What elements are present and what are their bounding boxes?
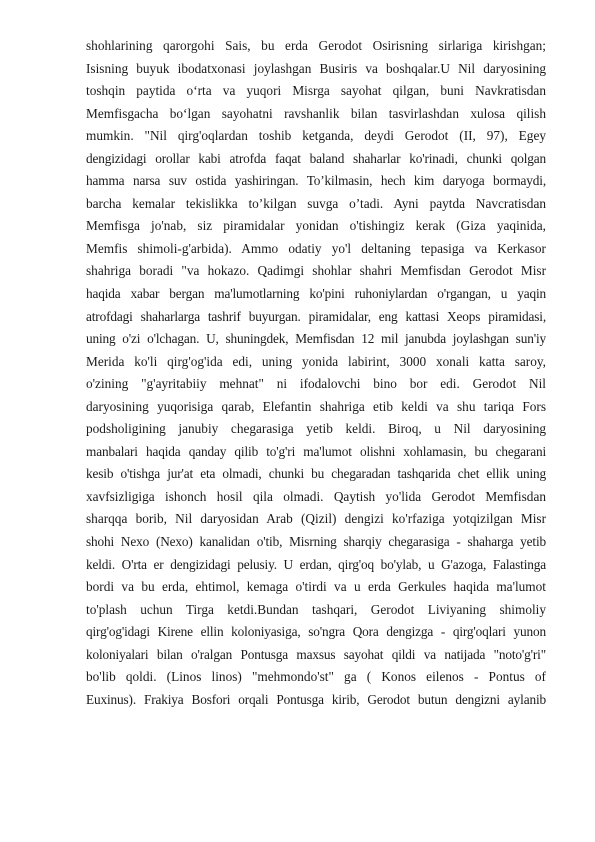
text-line: shohi Nexo (Nexo) kanalidan o'tib, Misrning sharqiy chegarasiga - shaharga yetib xyxy=(86,534,546,550)
text-line: koloniyalari bilan o'ralgan Pontusga maxsus sayohat qildi va natijada "noto'g'ri" xyxy=(86,646,546,662)
text-line: to'plash uchun Tirga ketdi.Bundan tashqari, Gerodot Liviyaning shimoliy xyxy=(86,601,546,617)
text-line: podsholigining janubiy chegarasiga yetib keldi. Biroq, u Nil daryosining xyxy=(86,421,546,437)
text-line: uning o'zi o'lchagan. U, shuningdek, Memfisdan 12 mil janubda joylashgan sun'iy xyxy=(86,331,546,347)
text-line: toshqin paytida o‘rta va yuqori Misrga sayohat qilgan, buni Navkratisdan xyxy=(86,83,546,99)
text-line: bo'lib qoldi. (Linos linos) "mehmondo'st" ga ( Konos eilenos - Pontus of xyxy=(86,669,546,685)
text-line: Merida ko'li qirg'og'ida edi, uning yonida labirint, 3000 xonali katta saroy, xyxy=(86,353,546,369)
text-line: haqida xabar bergan ma'lumotlarning ko'pini ruhoniylardan o'rgangan, u yaqin xyxy=(86,286,546,302)
text-line: Memfisgacha bo‘lgan sayohatni ravshanlik bilan tasvirlashdan xulosa qilish xyxy=(86,105,546,121)
text-line: shahriga boradi "va hokazo. Qadimgi shohlar shahri Memfisdan Gerodot Misr xyxy=(86,263,546,279)
text-line: sharqqa borib, Nil daryosidan Arab (Qizil) dengizi ko'rfaziga yotqizilgan Misr xyxy=(86,511,546,527)
text-line: dengizidagi orollar kabi atrofda faqat baland shaharlar ko'rinadi, chunki qolgan xyxy=(86,150,546,166)
text-line: qirg'og'idagi Kirene ellin koloniyasiga, so'ngra Qora dengizga - qirg'oqlari yunon xyxy=(86,624,546,640)
text-line: manbalari haqida qanday qilib to'g'ri ma'lumot olishni xohlamasin, bu chegarani xyxy=(86,443,546,459)
body-text xyxy=(86,35,546,711)
text-line: bordi va bu erda, ehtimol, kemaga o'tirdi va u erda Gerkules haqida ma'lumot xyxy=(86,579,546,595)
text-line: Memfis shimoli-g'arbida). Ammo odatiy yo'l deltaning tepasiga va Kerkasor xyxy=(86,240,546,256)
text-line: mumkin. "Nil qirg'oqlardan toshib ketganda, deydi Gerodot (II, 97), Egey xyxy=(86,128,546,144)
text-line: keldi. O'rta er dengizidagi pelusiy. U erdan, qirg'oq bo'ylab, u G'azoga, Falastinga xyxy=(86,556,546,572)
text-line: o'zining "g'ayritabiiy mehnat" ni ifodalovchi bino bor edi. Gerodot Nil xyxy=(86,376,546,392)
text-line: xavfsizligiga ishonch hosil qila olmadi. Qaytish yo'lida Gerodot Memfisdan xyxy=(86,488,546,504)
text-line: barcha kemalar tekislikka to’kilgan suvga o’tadi. Ayni paytda Navcratisdan xyxy=(86,195,546,211)
text-line: Isisning buyuk ibodatxonasi joylashgan Busiris va boshqalar.U Nil daryosining xyxy=(86,60,546,76)
text-line: Memfisga jo'nab, siz piramidalar yonidan o'tishingiz kerak (Giza yaqinida, xyxy=(86,218,546,234)
text-line: Euxinus). Frakiya Bosfori orqali Pontusga kirib, Gerodot butun dengizni aylanib xyxy=(86,691,546,707)
text-line: daryosining yuqorisiga qarab, Elefantin shahriga etib keldi va shu tariqa Fors xyxy=(86,398,546,414)
text-line: hamma narsa suv ostida yashiringan. To’kilmasin, hech kim daryoga bormaydi, xyxy=(86,173,546,189)
text-line: atrofdagi shaharlarga tashrif buyurgan. piramidalar, eng kattasi Xeops piramidasi, xyxy=(86,308,546,324)
text-line: kesib o'tishga jur'at eta olmadi, chunki bu chegaradan tashqarida chet ellik uning xyxy=(86,466,546,482)
text-line: shohlarining qarorgohi Sais, bu erda Gerodot Osirisning sirlariga kirishgan; xyxy=(86,38,546,53)
